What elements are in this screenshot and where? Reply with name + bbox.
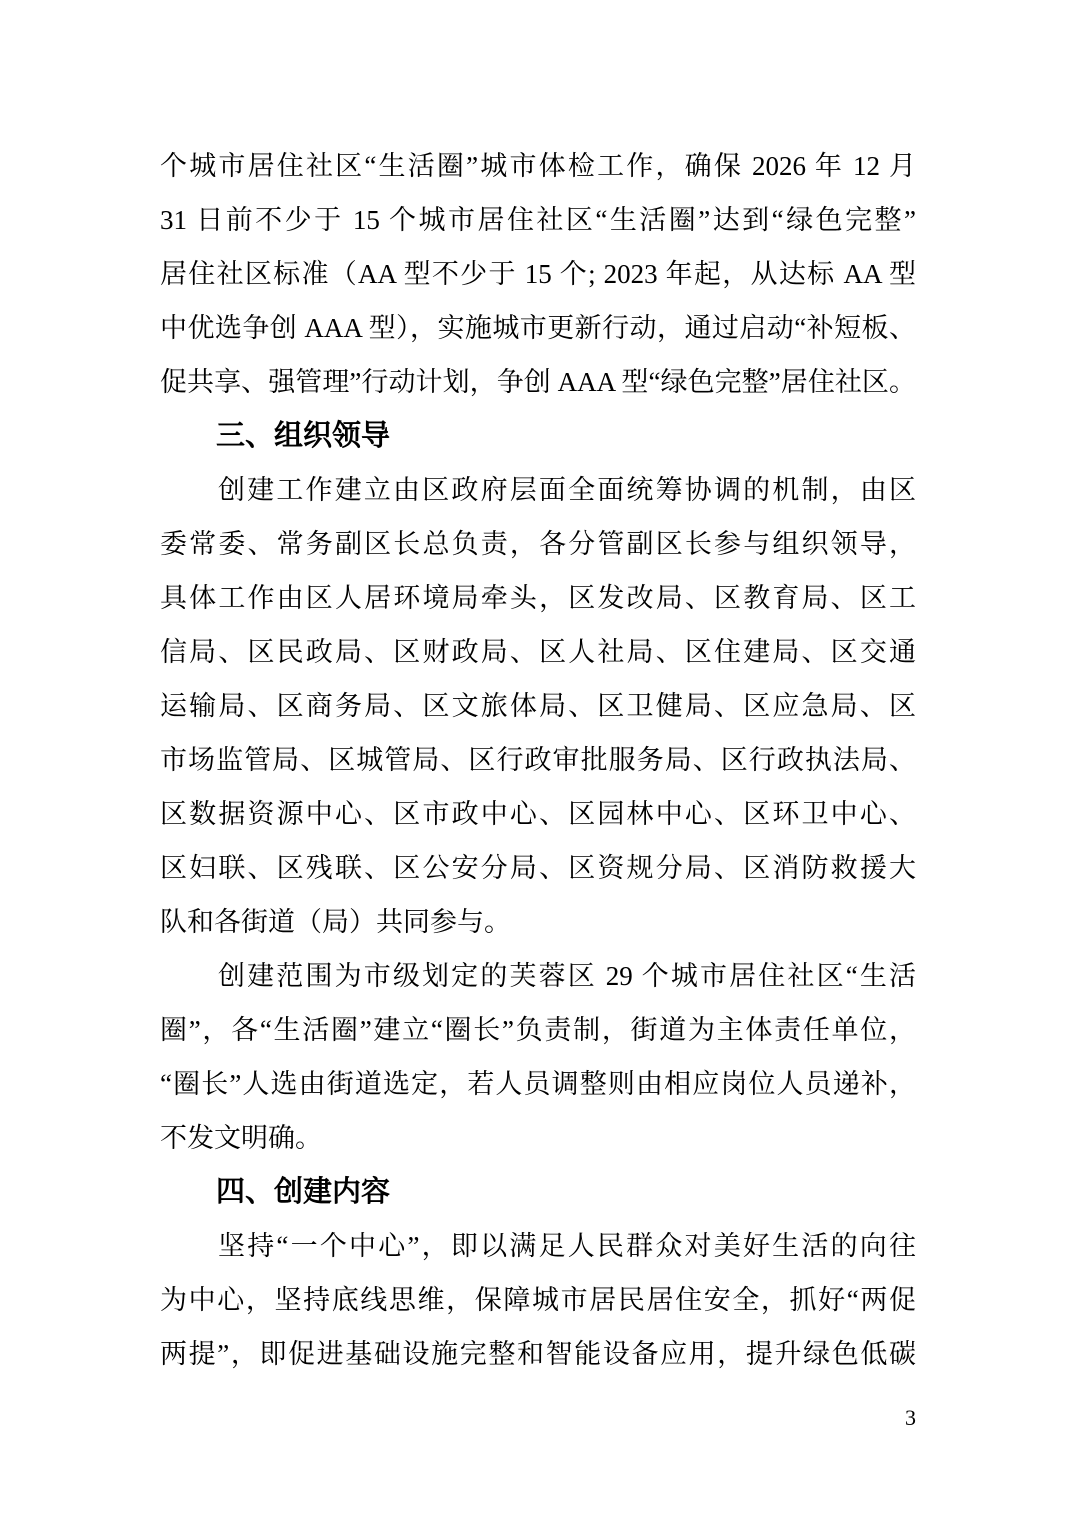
body-line: 队和各街道（局）共同参与。 [160, 907, 511, 937]
body-line: 委常委、常务副区长总负责，各分管副区长参与组织领导， [160, 529, 916, 559]
body-line: 运输局、区商务局、区文旅体局、区卫健局、区应急局、区 [160, 691, 916, 721]
page-number: 3 [905, 1405, 916, 1430]
body-line: 创建范围为市级划定的芙蓉区 29 个城市居住社区“生活 [218, 961, 916, 991]
body-line: 为中心，坚持底线思维，保障城市居民居住安全，抓好“两促 [160, 1285, 916, 1315]
document-text-block [160, 139, 916, 1381]
body-line: 两提”，即促进基础设施完整和智能设备应用，提升绿色低碳 [160, 1339, 916, 1369]
body-line: “圈长”人选由街道选定，若人员调整则由相应岗位人员递补， [160, 1069, 916, 1099]
body-line: 圈”，各“生活圈”建立“圈长”负责制，街道为主体责任单位， [160, 1015, 916, 1045]
body-line: 区妇联、区残联、区公安分局、区资规分局、区消防救援大 [160, 853, 916, 883]
body-line: 居住社区标准（AA 型不少于 15 个; 2023 年起，从达标 AA 型 [160, 259, 916, 289]
body-line: 区数据资源中心、区市政中心、区园林中心、区环卫中心、 [160, 799, 916, 829]
body-line: 创建工作建立由区政府层面全面统筹协调的机制，由区 [218, 475, 916, 505]
section-heading-organization: 三、组织领导 [216, 420, 391, 452]
body-line: 信局、区民政局、区财政局、区人社局、区住建局、区交通 [160, 637, 916, 667]
body-line: 市场监管局、区城管局、区行政审批服务局、区行政执法局、 [160, 745, 916, 775]
section-heading-creation-content: 四、创建内容 [216, 1176, 391, 1208]
body-line: 中优选争创 AAA 型），实施城市更新行动，通过启动“补短板、 [160, 313, 916, 343]
body-line: 坚持“一个中心”，即以满足人民群众对美好生活的向往 [218, 1231, 916, 1261]
body-line: 31 日前不少于 15 个城市居住社区“生活圈”达到“绿色完整” [160, 205, 916, 235]
body-line: 促共享、强管理”行动计划，争创 AAA 型“绿色完整”居住社区。 [160, 367, 916, 397]
body-line: 具体工作由区人居环境局牵头，区发改局、区教育局、区工 [160, 583, 916, 613]
body-line: 个城市居住社区“生活圈”城市体检工作，确保 2026 年 12 月 [160, 151, 916, 181]
body-line: 不发文明确。 [160, 1123, 322, 1153]
